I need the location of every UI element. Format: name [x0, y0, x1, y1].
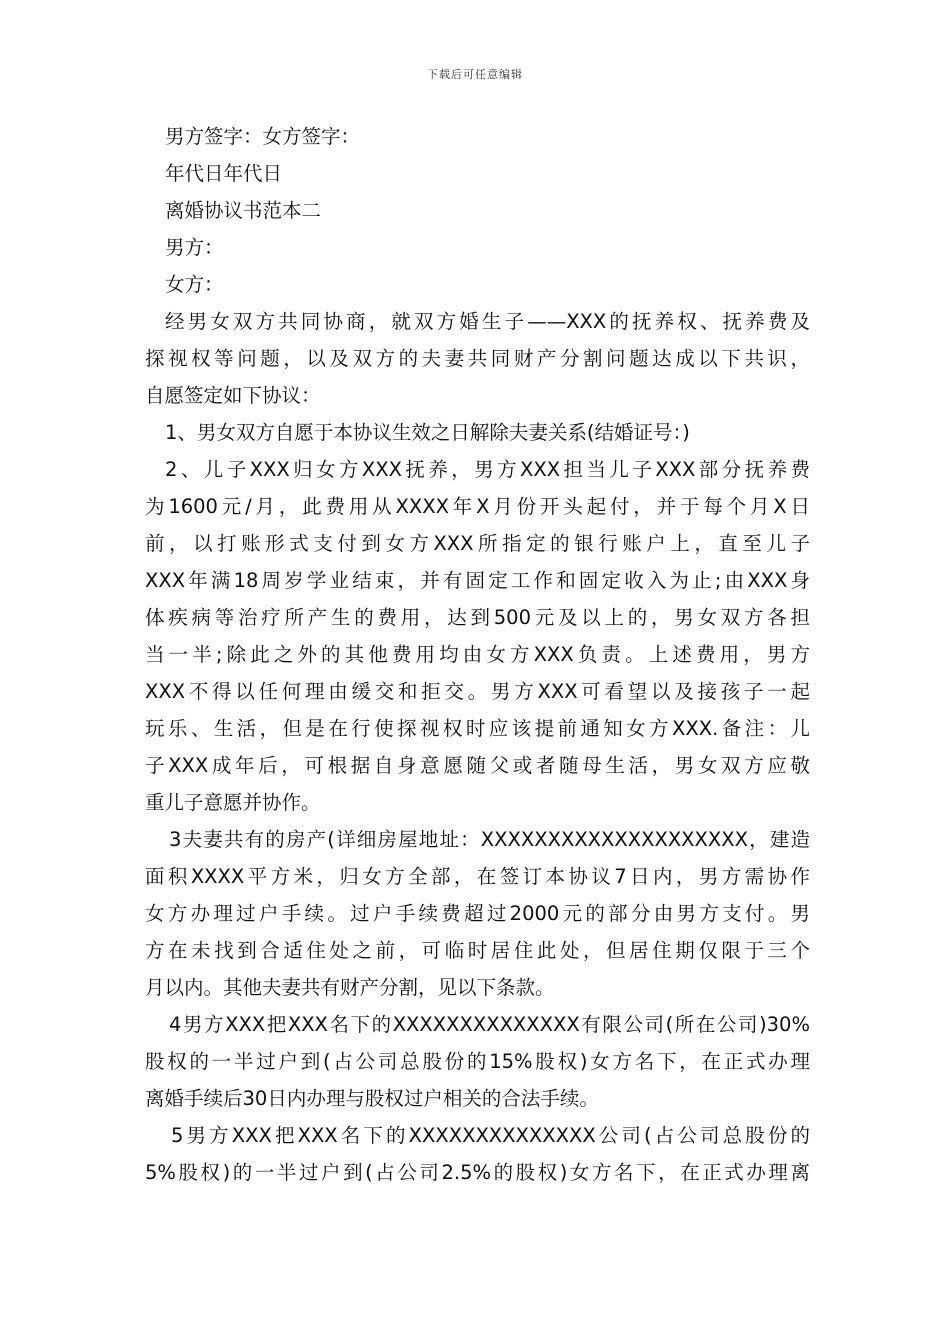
text-line: 体疾病等治疗所产生的费用，达到500元及以上的，男女双方各担: [145, 606, 810, 629]
text-line: 当一半;除此之外的其他费用均由女方XXX负责。上述费用，男方: [145, 643, 810, 666]
text-line: 5男方XXX把XXX名下的XXXXXXXXXXXXXX公司(占公司总股份的: [171, 1124, 810, 1147]
page-header: 下载后可任意编辑: [427, 68, 523, 81]
text-line: 玩乐、生活，但是在行使探视权时应该提前通知女方XXX.备注：儿: [145, 717, 810, 740]
text-line: 男方：: [165, 236, 224, 259]
text-line: 2、儿子XXX归女方XXX抚养，男方XXX担当儿子XXX部分抚养费: [165, 458, 810, 481]
text-line: 月以内。其他夫妻共有财产分割，见以下条款。: [145, 976, 555, 999]
text-line: 自愿签定如下协议：: [145, 384, 321, 407]
text-line: 子XXX成年后，可根据自身意愿随父或者随母生活，男女双方应敬: [145, 754, 810, 777]
text-line: XXX不得以任何理由缓交和拒交。男方XXX可看望以及接孩子一起: [145, 680, 810, 703]
text-line: 女方：: [165, 273, 224, 296]
text-line: XXX年满18周岁学业结束，并有固定工作和固定收入为止;由XXX身: [145, 569, 810, 592]
text-line: 男方签字：女方签字：: [165, 125, 361, 148]
text-line: 重儿子意愿并协作。: [145, 791, 321, 814]
text-line: 离婚协议书范本二: [165, 199, 322, 222]
text-line: 离婚手续后30日内办理与股权过户相关的合法手续。: [145, 1087, 599, 1110]
text-line: 为1600元/月，此费用从XXXX年X月份开头起付，并于每个月X日: [145, 495, 810, 518]
text-line: 方在未找到合适住处之前，可临时居住此处，但居住期仅限于三个: [145, 939, 810, 962]
text-line: 股权的一半过户到(占公司总股份的15%股权)女方名下，在正式办理: [145, 1050, 810, 1073]
text-line: 1、男女双方自愿于本协议生效之日解除夫妻关系(结婚证号：): [165, 421, 690, 444]
text-line: 前，以打账形式支付到女方XXX所指定的银行账户上，直至儿子: [145, 532, 810, 555]
text-line: 年代日年代日: [165, 162, 283, 185]
text-line: 4男方XXX把XXX名下的XXXXXXXXXXXXXX有限公司(所在公司)30%: [169, 1013, 810, 1036]
text-line: 面积XXXX平方米，归女方全部，在签订本协议7日内，男方需协作: [145, 865, 810, 888]
text-line: 女方办理过户手续。过户手续费超过2000元的部分由男方支付。男: [145, 902, 810, 925]
text-line: 5%股权)的一半过户到(占公司2.5%的股权)女方名下，在正式办理离: [145, 1161, 810, 1184]
document-body: [145, 118, 810, 1191]
text-line: 经男女双方共同协商，就双方婚生子——XXX的抚养权、抚养费及: [165, 310, 810, 333]
text-line: 3夫妻共有的房产(详细房屋地址：XXXXXXXXXXXXXXXXXXXX，建造: [169, 828, 810, 851]
text-line: 探视权等问题，以及双方的夫妻共同财产分割问题达成以下共识，: [145, 347, 810, 370]
